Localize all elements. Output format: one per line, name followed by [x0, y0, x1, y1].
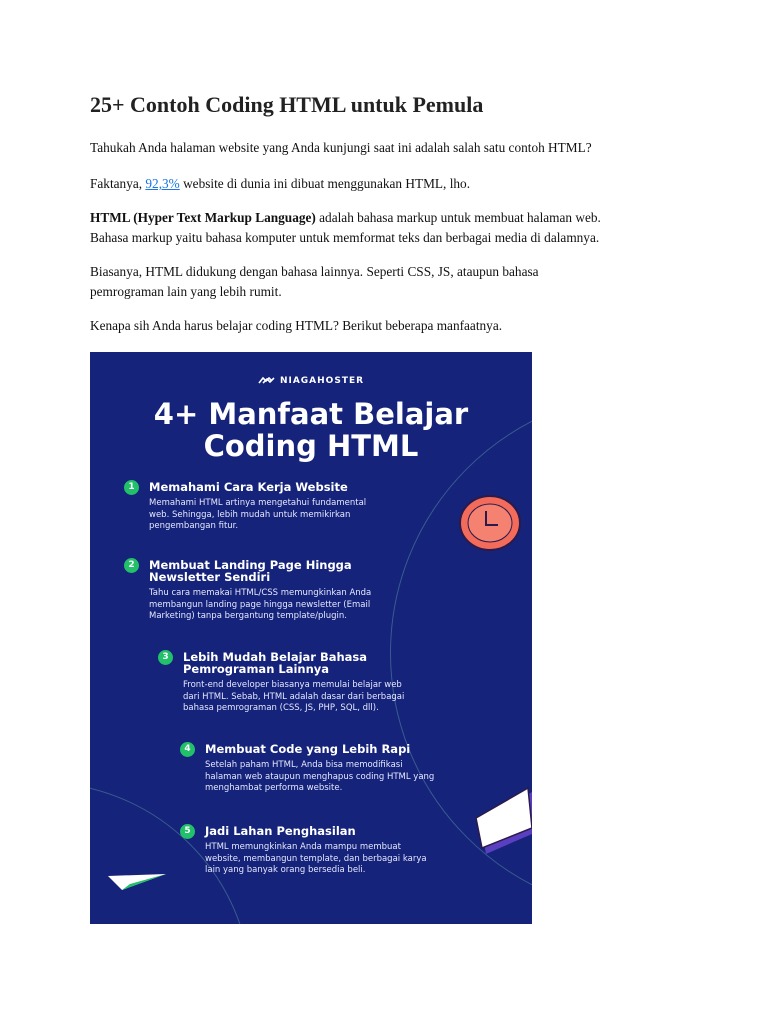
- paper-plane-icon: [108, 870, 168, 894]
- number-badge: 1: [124, 480, 139, 495]
- title-line1: 4+ Manfaat Belajar: [153, 397, 469, 431]
- paragraph-fact: [90, 174, 690, 194]
- benefit-desc: [149, 588, 429, 623]
- desc-line: halaman web ataupun menghapus coding HTML yang: [205, 771, 435, 782]
- benefit-desc: [205, 760, 485, 795]
- number-badge: 2: [124, 558, 139, 573]
- benefit-title: [149, 559, 409, 583]
- support-line1: Biasanya, HTML didukung dengan bahasa lainnya. Seperti CSS, JS, ataupun bahasa: [90, 264, 539, 279]
- desc-line: dari HTML. Sebab, HTML adalah dasar dari berbagai: [183, 691, 405, 702]
- infographic-image: [90, 352, 532, 924]
- benefit-title: Jadi Lahan Penghasilan: [205, 824, 356, 838]
- desc-line: Setelah paham HTML, Anda bisa memodifikasi: [205, 760, 403, 770]
- paragraph-question: Kenapa sih Anda harus belajar coding HTML? Berikut beberapa manfaatnya.: [90, 318, 503, 333]
- clock-icon: [456, 492, 526, 554]
- benefit-title: Membuat Code yang Lebih Rapi: [205, 742, 411, 756]
- paragraph-intro: Tahukah Anda halaman website yang Anda kunjungi saat ini adalah salah satu contoh HTML?: [90, 140, 592, 155]
- desc-line: menghambat performa website.: [205, 783, 343, 793]
- title-line: Lebih Mudah Belajar Bahasa: [183, 650, 368, 664]
- infographic-title: [90, 398, 532, 462]
- desc-line: Front-end developer biasanya memulai belajar web: [183, 680, 402, 690]
- desc-line: membangun landing page hingga newsletter (Email: [149, 599, 371, 610]
- number-badge: 3: [158, 650, 173, 665]
- stat-link[interactable]: 92,3%: [145, 176, 180, 191]
- title-line: Newsletter Sendiri: [149, 570, 271, 584]
- page-title: 25+ Contoh Coding HTML untuk Pemula: [90, 92, 484, 117]
- book-icon: [474, 782, 532, 857]
- niagahoster-logo-icon: [258, 376, 276, 385]
- desc-line: Tahu cara memakai HTML/CSS memungkinkan Anda: [149, 588, 372, 598]
- number-badge: 4: [180, 742, 195, 757]
- desc-line: pengembangan fitur.: [149, 521, 239, 531]
- desc-line: website, membangun template, dan berbagai karya: [205, 853, 427, 864]
- desc-line: bahasa pemrograman (CSS, JS, PHP, SQL, dll).: [183, 703, 379, 713]
- fact-text-after: website di dunia ini dibuat menggunakan HTML, lho.: [179, 176, 471, 191]
- definition-line2: Bahasa markup yaitu bahasa komputer untuk memformat teks dan berbagai media di dalamnya.: [90, 230, 600, 245]
- desc-line: Marketing) tanpa bergantung template/plugin.: [149, 611, 348, 621]
- benefit-desc: [149, 498, 429, 533]
- benefit-title: [183, 651, 443, 675]
- brand-logo: [90, 376, 532, 386]
- title-line: Pemrograman Lainnya: [183, 662, 330, 676]
- paragraph-definition: [90, 208, 690, 248]
- desc-line: lain yang banyak orang bersedia beli.: [205, 865, 366, 875]
- html-term: HTML (Hyper Text Markup Language): [90, 210, 316, 225]
- benefit-desc: [183, 680, 463, 715]
- benefit-desc: [205, 842, 485, 877]
- title-line: Membuat Landing Page Hingga: [149, 558, 352, 572]
- fact-text-before: Faktanya,: [90, 176, 146, 191]
- desc-line: web. Sehingga, lebih mudah untuk memikirkan: [149, 509, 351, 520]
- desc-line: HTML memungkinkan Anda mampu membuat: [205, 842, 401, 852]
- definition-line1: adalah bahasa markup untuk membuat halaman web.: [315, 210, 601, 225]
- desc-line: Memahami HTML artinya mengetahui fundamental: [149, 498, 367, 508]
- title-line2: Coding HTML: [203, 429, 419, 463]
- benefit-title: Memahami Cara Kerja Website: [149, 480, 348, 494]
- number-badge: 5: [180, 824, 195, 839]
- brand-name: NIAGAHOSTER: [279, 376, 365, 386]
- paragraph-support: [90, 262, 690, 302]
- support-line2: pemrograman lain yang lebih rumit.: [90, 284, 282, 299]
